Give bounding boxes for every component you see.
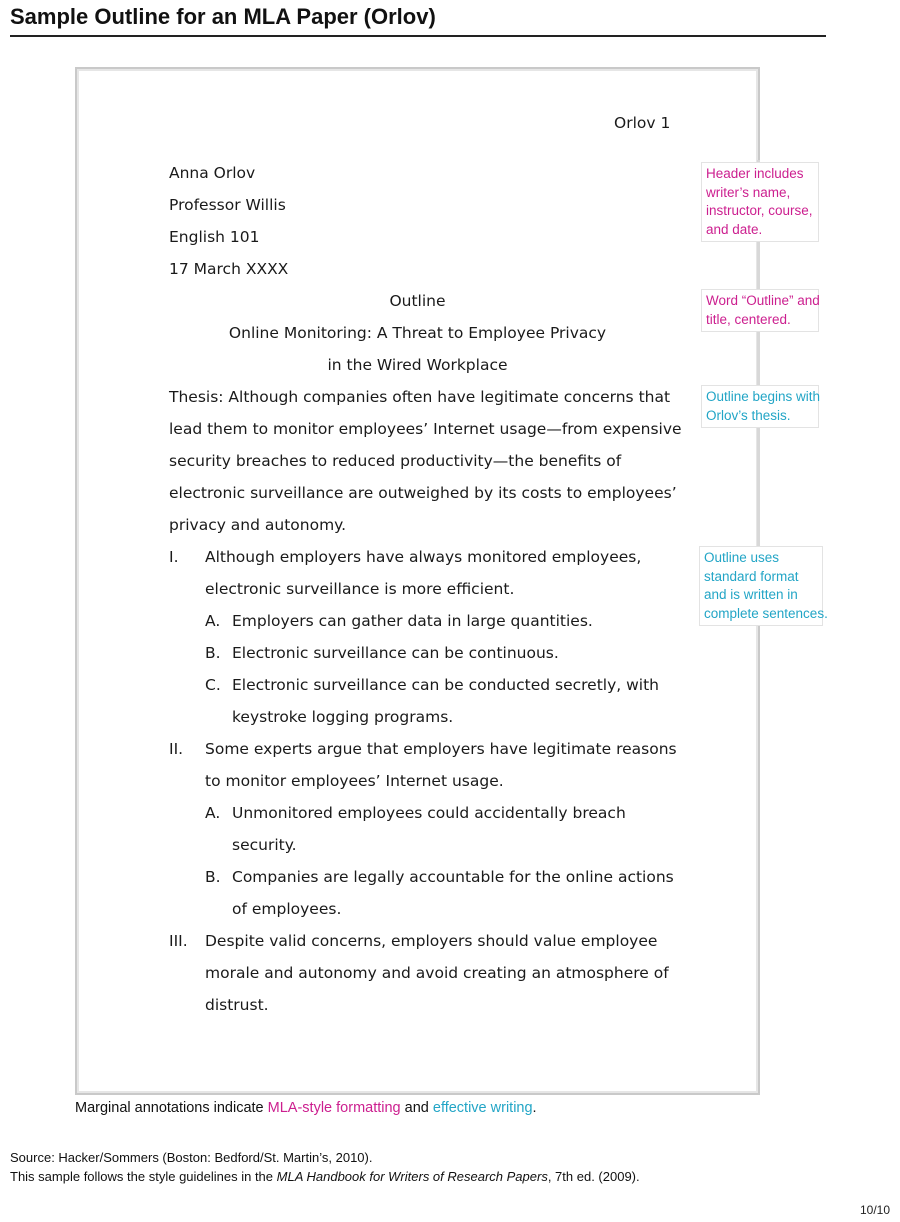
annotation-thesis: Outline begins with Orlov’s thesis. bbox=[701, 385, 819, 428]
page-number: 10/10 bbox=[859, 1203, 890, 1217]
outline-text: of employees. bbox=[232, 900, 342, 918]
annotation-title: Word “Outline” and title, centered. bbox=[701, 289, 819, 332]
outline-text: Electronic surveillance can be continuous. bbox=[232, 644, 559, 662]
outline-text: Companies are legally accountable for the online actions bbox=[232, 868, 674, 886]
outline-letter: A. bbox=[205, 612, 221, 630]
outline-letter: B. bbox=[205, 644, 221, 662]
thesis-line: security breaches to reduced productivity—the benefits of bbox=[169, 452, 622, 470]
thesis-line: Thesis: Although companies often have legitimate concerns that bbox=[169, 388, 671, 406]
thesis-line: electronic surveillance are outweighed by its costs to employees’ bbox=[169, 484, 677, 502]
outline-text: Despite valid concerns, employers should value employee bbox=[205, 932, 658, 950]
outline-numeral: III. bbox=[169, 932, 188, 950]
header-instructor: Professor Willis bbox=[169, 196, 286, 214]
paper-title-line-1: Online Monitoring: A Threat to Employee Privacy bbox=[228, 324, 607, 342]
figure-caption: Marginal annotations indicate MLA-style formatting and effective writing. bbox=[75, 1100, 537, 1116]
thesis-line: privacy and autonomy. bbox=[169, 516, 347, 534]
outline-text: Unmonitored employees could accidentally breach bbox=[232, 804, 626, 822]
style-guide-note: This sample follows the style guidelines in the MLA Handbook for Writers of Research Papers, 7th ed. (2009). bbox=[10, 1169, 640, 1184]
thesis-line: lead them to monitor employees’ Internet usage—from expensive bbox=[169, 420, 682, 438]
outline-letter: B. bbox=[205, 868, 221, 886]
title-rule bbox=[10, 35, 826, 37]
outline-label: Outline bbox=[389, 292, 446, 310]
outline-numeral: I. bbox=[169, 548, 179, 566]
outline-text: distrust. bbox=[205, 996, 269, 1014]
caption-highlight-mla: MLA-style formatting bbox=[267, 1100, 401, 1116]
running-head: Orlov 1 bbox=[614, 114, 671, 132]
outline-letter: A. bbox=[205, 804, 221, 822]
page-title: Sample Outline for an MLA Paper (Orlov) bbox=[10, 4, 436, 29]
outline-text: morale and autonomy and avoid creating an atmosphere of bbox=[205, 964, 669, 982]
header-date: 17 March XXXX bbox=[169, 260, 289, 278]
paper-title-line-2: in the Wired Workplace bbox=[327, 356, 508, 374]
outline-text: Electronic surveillance can be conducted secretly, with bbox=[232, 676, 659, 694]
outline-letter: C. bbox=[205, 676, 221, 694]
outline-text: Although employers have always monitored employees, bbox=[205, 548, 642, 566]
outline-numeral: II. bbox=[169, 740, 184, 758]
outline-text: electronic surveillance is more efficient. bbox=[205, 580, 515, 598]
outline-text: keystroke logging programs. bbox=[232, 708, 454, 726]
outline-text: Some experts argue that employers have legitimate reasons bbox=[205, 740, 677, 758]
caption-highlight-writing: effective writing bbox=[432, 1100, 533, 1116]
source-line: Source: Hacker/Sommers (Boston: Bedford/St. Martin’s, 2010). bbox=[10, 1150, 373, 1165]
outline-text: security. bbox=[232, 836, 297, 854]
annotation-format: Outline uses standard format and is written in complete sentences. bbox=[699, 546, 823, 626]
header-writer-name: Anna Orlov bbox=[169, 164, 256, 182]
outline-text: to monitor employees’ Internet usage. bbox=[205, 772, 504, 790]
outline-text: Employers can gather data in large quantities. bbox=[232, 612, 593, 630]
annotation-header: Header includes writer’s name, instructor, course, and date. bbox=[701, 162, 819, 242]
handbook-title: MLA Handbook for Writers of Research Papers bbox=[276, 1169, 548, 1184]
header-course: English 101 bbox=[169, 228, 260, 246]
